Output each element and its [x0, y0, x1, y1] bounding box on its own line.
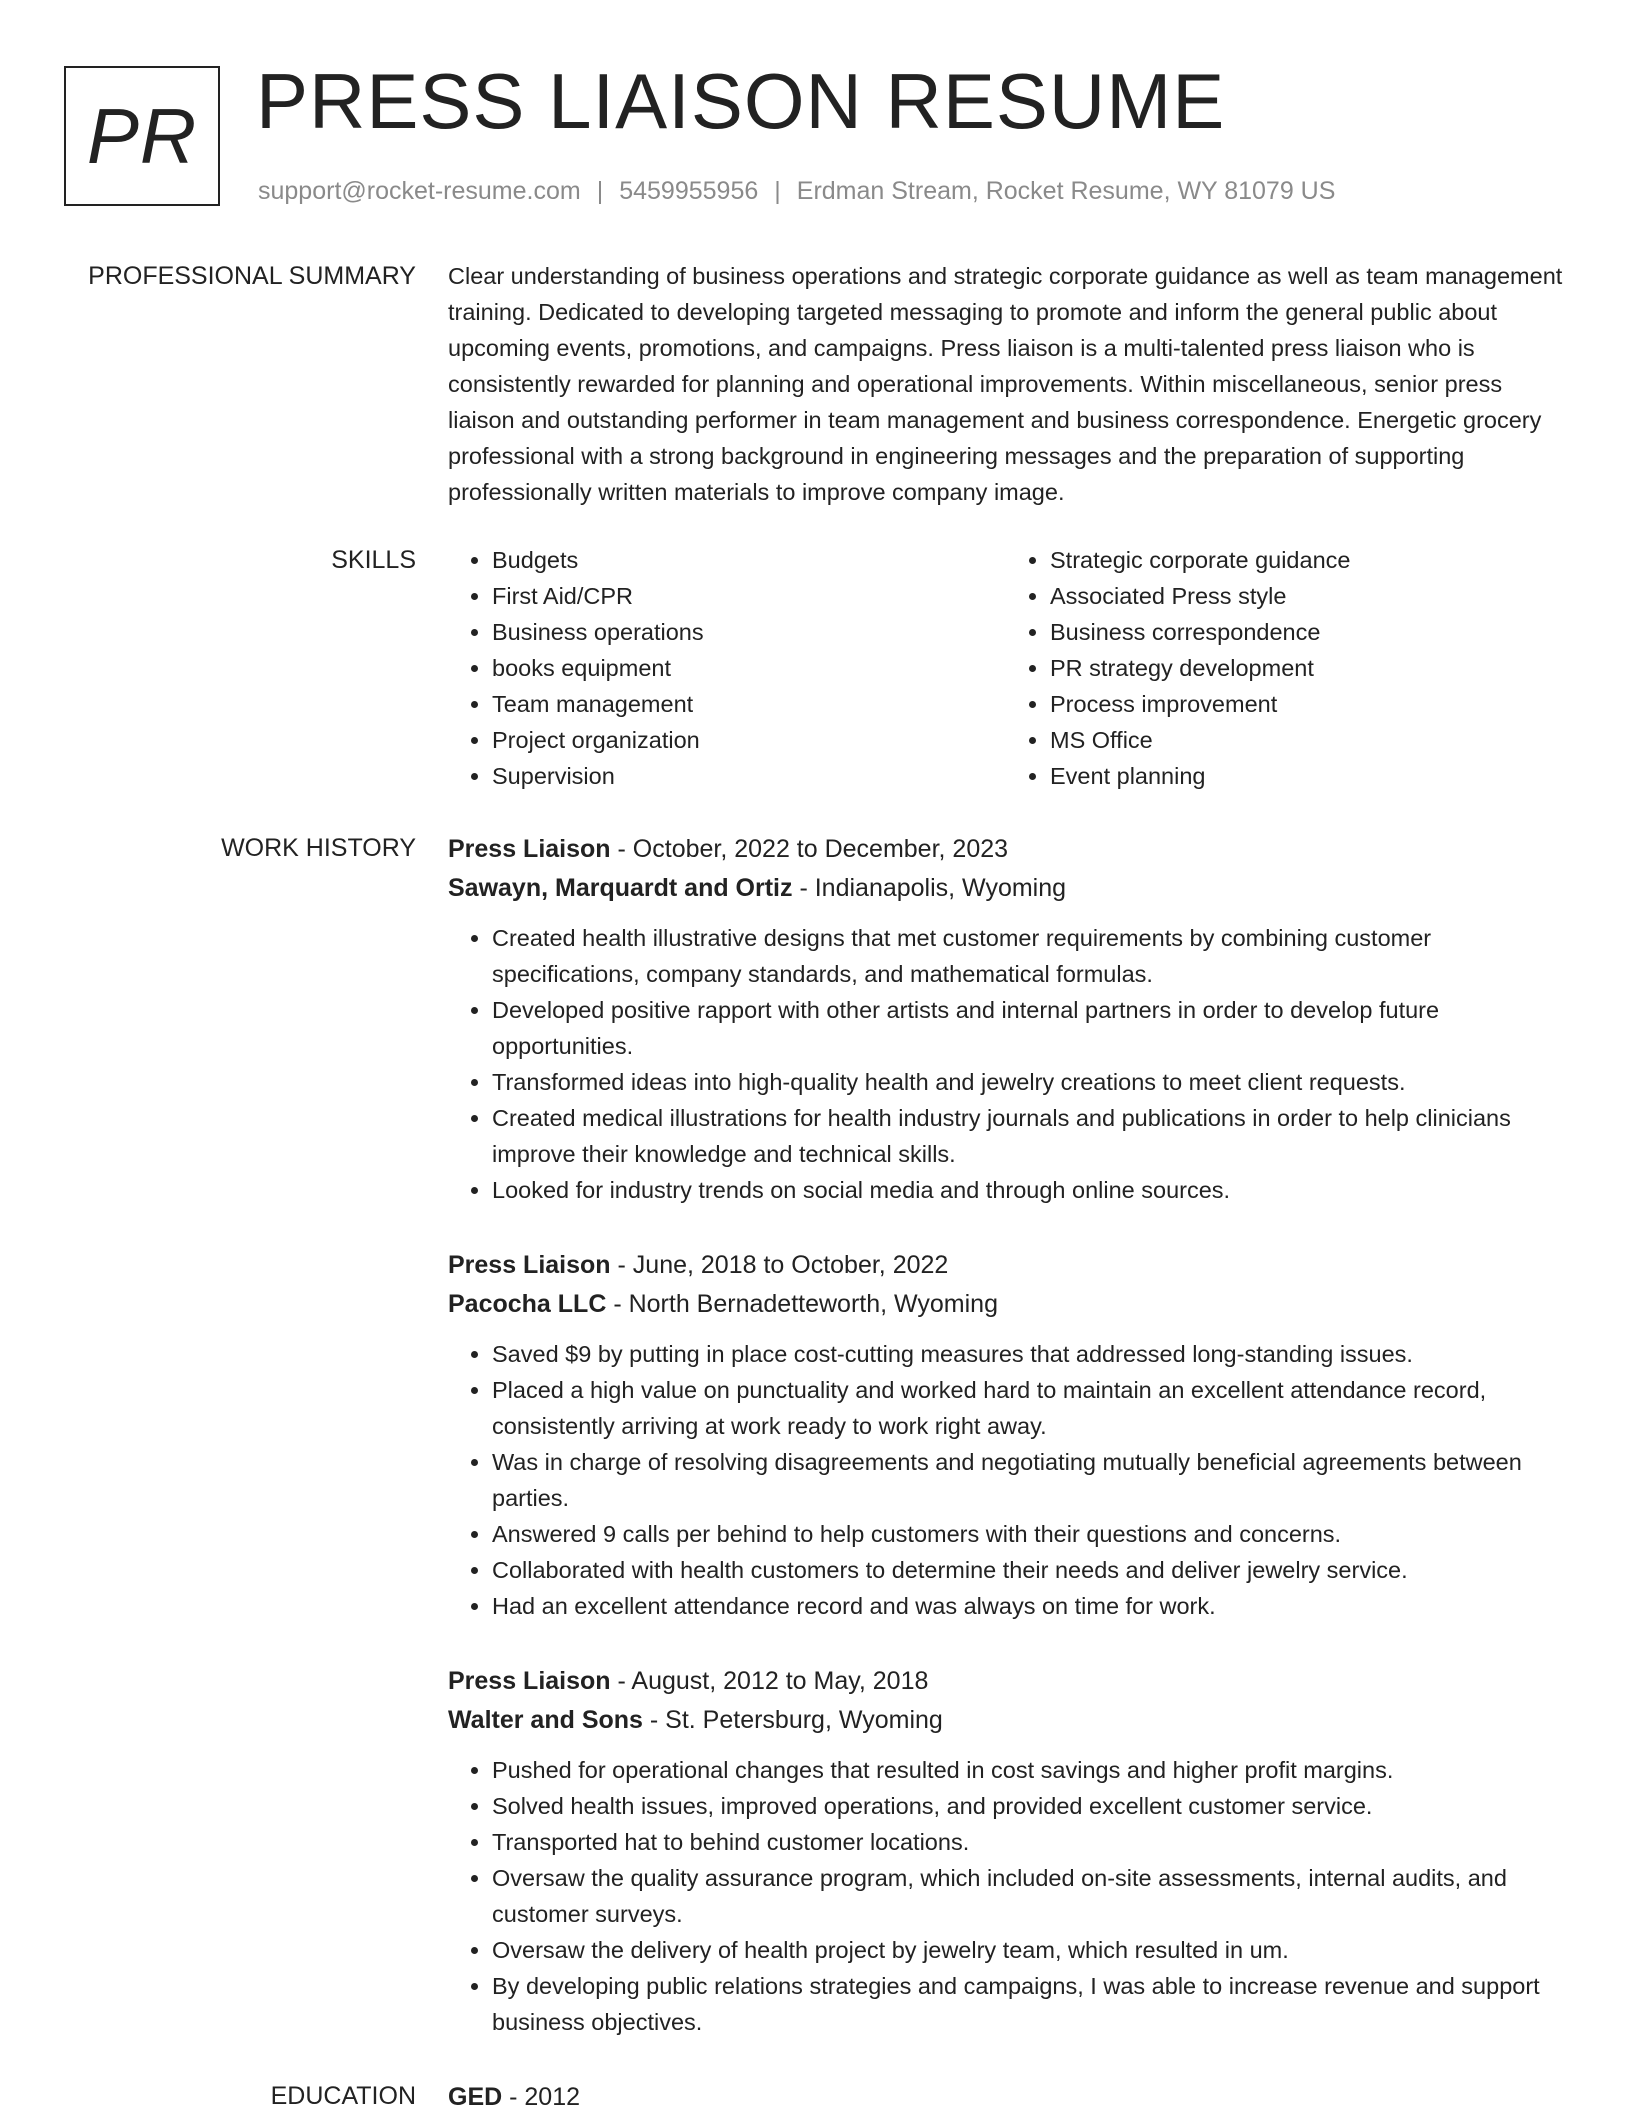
job-body: [448, 1246, 1564, 1624]
section-title-skills: SKILLS: [331, 546, 416, 574]
skill-item: • First Aid/CPR: [492, 578, 1006, 614]
job-bullet: • By developing public relations strategies and campaigns, I was able to increase revenue and support business objectives.: [492, 1968, 1564, 2040]
skill-item: • Business correspondence: [1050, 614, 1564, 650]
skill-item: • Supervision: [492, 758, 1006, 794]
education-line: GED - 2012: [448, 2083, 581, 2111]
job-role-line: Press Liaison - June, 2018 to October, 2022: [448, 1251, 949, 1279]
job-location: St. Petersburg, Wyoming: [665, 1706, 943, 1734]
skills-body: [448, 542, 1564, 794]
job-bullet: • Collaborated with health customers to determine their needs and deliver jewelry service.: [492, 1552, 1564, 1588]
skill-item: • MS Office: [1050, 722, 1564, 758]
education-body: [448, 2078, 1564, 2117]
job-bullet: • Created health illustrative designs that met customer requirements by combining customer specifications, company standards, and mathematical formulas.: [492, 920, 1564, 992]
contact-email[interactable]: support@rocket-resume.com: [258, 177, 581, 205]
job-bullets: [448, 1752, 1564, 2040]
skill-item: • PR strategy development: [1050, 650, 1564, 686]
job-company: Pacocha LLC: [448, 1290, 607, 1318]
summary-text: Clear understanding of business operations and strategic corporate guidance as well as team management training. Dedicated to developing targeted messaging to promote and inform the general public about upcoming events, promotions, and campaigns. Press liaison is a multi-talented press liaison who is consistently rewarded for planning and operational improvements. Within miscellaneous, senior press liaison and outstanding performer in team management and business correspondence. Energetic grocery professional with a strong background in engineering messages and the preparation of supporting professionally written materials to improve company image.: [448, 263, 1563, 505]
skill-item: • books equipment: [492, 650, 1006, 686]
job-bullet: • Created medical illustrations for health industry journals and publications in order to help clinicians improve their knowledge and technical skills.: [492, 1100, 1564, 1172]
job-bullet: • Saved $9 by putting in place cost-cutting measures that addressed long-standing issues.: [492, 1336, 1564, 1372]
job-bullets: [448, 920, 1564, 1208]
section-title-work-history: WORK HISTORY: [221, 834, 416, 862]
skill-item: • Associated Press style: [1050, 578, 1564, 614]
job-bullets: [448, 1336, 1564, 1624]
job-dates: October, 2022 to December, 2023: [632, 835, 1009, 863]
skill-item: • Team management: [492, 686, 1006, 722]
job-role: Press Liaison: [448, 1251, 611, 1279]
skill-item: • Event planning: [1050, 758, 1564, 794]
section-title-education: EDUCATION: [270, 2082, 416, 2110]
job-bullet: • Had an excellent attendance record and was always on time for work.: [492, 1588, 1564, 1624]
job-location: Indianapolis, Wyoming: [814, 874, 1067, 902]
skill-item: • Business operations: [492, 614, 1006, 650]
job-company: Walter and Sons: [448, 1706, 643, 1734]
skills-column-right: [1006, 542, 1564, 794]
job-bullet: • Oversaw the quality assurance program, which included on-site assessments, internal audits, and customer surveys.: [492, 1860, 1564, 1932]
skills-column-left: [448, 542, 1006, 794]
job-location: North Bernadetteworth, Wyoming: [628, 1290, 998, 1318]
skill-item: • Budgets: [492, 542, 1006, 578]
job-company-line: Walter and Sons - St. Petersburg, Wyoming: [448, 1706, 943, 1734]
job-bullet: • Oversaw the delivery of health project by jewelry team, which resulted in um.: [492, 1932, 1564, 1968]
job-role-line: Press Liaison - August, 2012 to May, 2018: [448, 1667, 929, 1695]
job-bullet: • Transformed ideas into high-quality health and jewelry creations to meet client requests.: [492, 1064, 1564, 1100]
contact-phone[interactable]: 5459955956: [619, 177, 759, 205]
job-role-line: Press Liaison - October, 2022 to December, 2023: [448, 835, 1009, 863]
job-company-line: Pacocha LLC - North Bernadetteworth, Wyoming: [448, 1290, 998, 1318]
job-role: Press Liaison: [448, 1667, 611, 1695]
job-role: Press Liaison: [448, 835, 611, 863]
contact-separator: |: [774, 177, 781, 205]
skill-item: • Process improvement: [1050, 686, 1564, 722]
job-body: [448, 1662, 1564, 2040]
job-bullet: • Was in charge of resolving disagreements and negotiating mutually beneficial agreements between parties.: [492, 1444, 1564, 1516]
job-body: [448, 830, 1564, 1208]
job-bullet: • Transported hat to behind customer locations.: [492, 1824, 1564, 1860]
job-bullet: • Looked for industry trends on social media and through online sources.: [492, 1172, 1564, 1208]
section-title-summary: PROFESSIONAL SUMMARY: [88, 262, 416, 290]
job-company-line: Sawayn, Marquardt and Ortiz - Indianapolis, Wyoming: [448, 874, 1067, 902]
education-year: 2012: [524, 2083, 581, 2111]
job-bullet: • Answered 9 calls per behind to help customers with their questions and concerns.: [492, 1516, 1564, 1552]
contact-separator: |: [596, 177, 604, 205]
job-bullet: • Pushed for operational changes that resulted in cost savings and higher profit margins.: [492, 1752, 1564, 1788]
monogram-logo: PR: [64, 66, 220, 206]
skill-item: • Strategic corporate guidance: [1050, 542, 1564, 578]
resume-title: PRESS LIAISON RESUME: [256, 57, 1226, 145]
summary-body: [448, 258, 1564, 510]
job-bullet: • Placed a high value on punctuality and worked hard to maintain an excellent attendance record, consistently arriving at work ready to work right away.: [492, 1372, 1564, 1444]
job-bullet: • Developed positive rapport with other artists and internal partners in order to develop future opportunities.: [492, 992, 1564, 1064]
contact-address: Erdman Stream, Rocket Resume, WY 81079 US: [796, 177, 1336, 205]
skill-item: • Project organization: [492, 722, 1006, 758]
contact-line: [258, 176, 1335, 206]
education-degree: GED: [448, 2083, 503, 2111]
job-dates: June, 2018 to October, 2022: [632, 1251, 949, 1279]
job-company: Sawayn, Marquardt and Ortiz: [448, 874, 793, 902]
job-bullet: • Solved health issues, improved operations, and provided excellent customer service.: [492, 1788, 1564, 1824]
job-dates: August, 2012 to May, 2018: [631, 1667, 929, 1695]
skills-grid: [448, 542, 1564, 794]
